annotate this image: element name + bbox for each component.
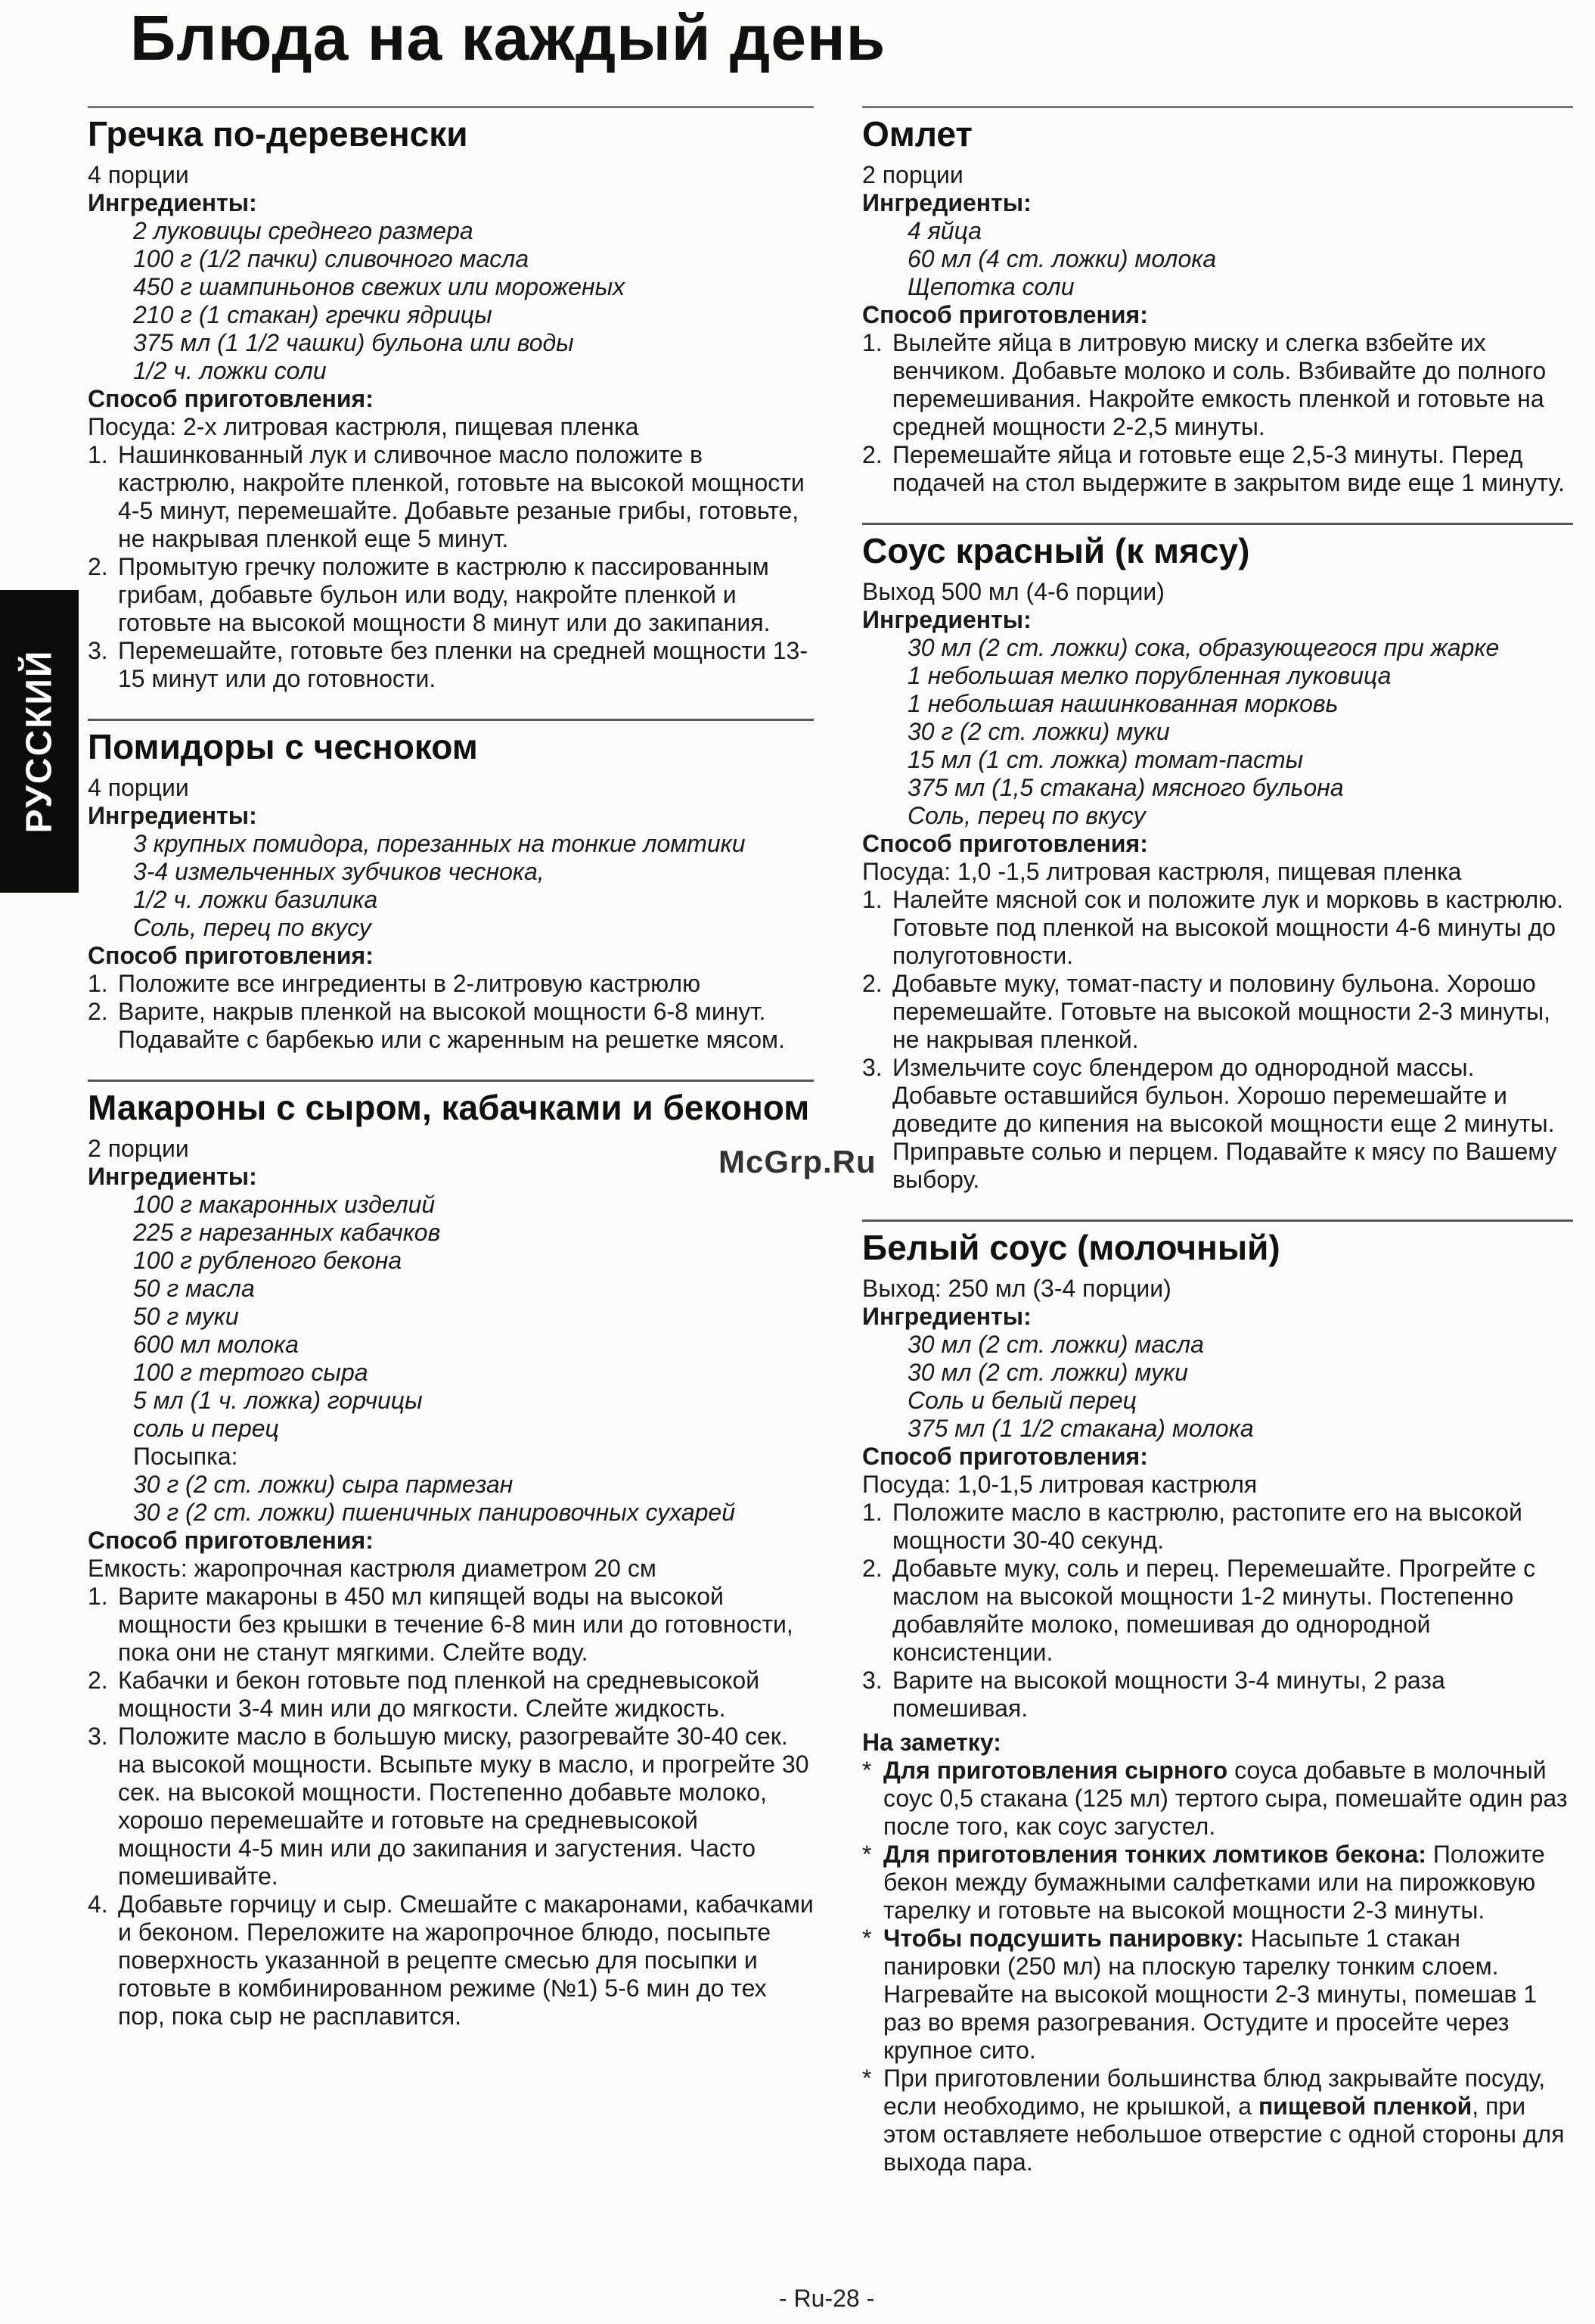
recipe-title: Омлет [862,106,1573,157]
asterisk-icon: * [862,1841,872,1868]
ingredient-item: соль и перец [133,1415,279,1442]
step-text: Нашинкованный лук и сливочное масло положите в кастрюлю, накройте пленкой, готовьте на высокой мощности 4-5 минут, перемешайте. Добавьте резаные грибы, готовьте, не накрывая пленкой еще 5 минут. [118,441,805,552]
dishware: Посуда: 1,0 -1,5 литровая кастрюля, пищевая пленка [862,858,1462,885]
method-step [862,329,1573,441]
note-bold: Для приготовления тонких ломтиков бекона: [883,1841,1426,1868]
step-text: Положите масло в кастрюлю, растопите его на высокой мощности 30-40 секунд. [892,1499,1522,1554]
step-text: Варите на высокой мощности 3-4 минуты, 2 раза помешивая. [892,1667,1445,1722]
step-number: 2. [862,1555,883,1582]
step-number: 3. [862,1054,883,1081]
ingredient-item: 30 мл (2 ст. ложки) сока, образующегося при жарке [908,634,1500,661]
method-step [88,441,814,553]
method-step [862,1054,1573,1194]
ingredients-label: Ингредиенты: [88,1163,257,1190]
step-number: 3. [88,1723,108,1750]
asterisk-icon: * [862,2065,872,2092]
recipe-title: Гречка по-деревенски [88,106,814,157]
ingredient-item: Соль и белый перец [908,1387,1137,1414]
ingredient-item: Щепотка соли [908,273,1075,300]
ingredients-label: Ингредиенты: [862,189,1032,216]
ingredient-item: 1 небольшая мелко порубленная луковица [908,662,1392,689]
note-text: При приготовлении большинства блюд закрывайте посуду, если необходимо, не крышкой, а [883,2065,1546,2120]
method-step [862,970,1573,1054]
ingredient-item: 450 г шампиньонов свежих или мороженых [133,273,625,300]
method-step [862,1499,1573,1555]
method-step [88,1583,814,1667]
method-step [88,1667,814,1723]
step-number: 1. [862,1499,883,1526]
method-step [88,553,814,637]
recipe-grechka [88,106,814,693]
ingredient-item: 1 небольшая нашинкованная морковь [908,690,1339,717]
step-number: 4. [88,1891,108,1918]
ingredient-item: 375 мл (1 1/2 стакана) молока [908,1415,1254,1442]
page-title: Блюда на каждый день [130,2,886,73]
step-text: Положите масло в большую миску, разогревайте 30-40 сек. на высокой мощности. Всыпьте муку в масло, и прогрейте 30 сек. на высокой мощности. Постепенно добавьте молоко, хорошо перемешайте и готовьте на средневысокой мощности 4-5 мин или до закипания и загустения. Часто помешивайте. [118,1723,809,1890]
dishware: Посуда: 2-х литровая кастрюля, пищевая пленка [88,413,639,440]
step-text: Добавьте муку, соль и перец. Перемешайте. Прогрейте с маслом на высокой мощности 1-2 минуты. Постепенно добавляйте молоко, помешивая до однородной консистенции. [892,1555,1536,1666]
ingredients-label: Ингредиенты: [862,606,1032,633]
ingredient-item: 30 г (2 ст. ложки) муки [908,718,1170,745]
note-text: Насыпьте 1 стакан панировки (250 мл) на плоскую тарелку тонким слоем. Нагревайте на высокой мощности 2-3 минуты, помешав 1 раз во время разогревания. Остудите и просейте через крупное сито. [883,1925,1538,2064]
step-number: 2. [88,998,108,1025]
page-number: - Ru-28 - [779,2285,875,2312]
servings: 2 порции [88,1135,189,1162]
ingredient-item: 1/2 ч. ложки базилика [133,886,378,913]
ingredient-item: Соль, перец по вкусу [133,914,371,941]
step-text: Промытую гречку положите в кастрюлю к пассированным грибам, добавьте бульон или воду, накройте пленкой и готовьте на высокой мощности 8 минут или до закипания. [118,553,771,636]
step-number: 1. [88,1583,108,1610]
note-text: , при этом оставляете небольшое отверстие с одной стороны для выхода пара. [883,2093,1565,2176]
ingredient-item: 15 мл (1 ст. ложка) томат-пасты [908,746,1304,773]
ingredients-label: Ингредиенты: [88,189,257,216]
method-step [88,970,814,998]
ingredient-item: 60 мл (4 ст. ложки) молока [908,245,1217,272]
ingredient-item: 100 г макаронных изделий [133,1191,436,1218]
step-text: Добавьте муку, томат-пасту и половину бульона. Хорошо перемешайте. Готовьте на высокой мощности 2-3 минуты, не накрывая пленкой. [892,970,1550,1053]
step-number: 1. [88,970,108,997]
ingredient-item: 30 мл (2 ст. ложки) муки [908,1359,1188,1386]
ingredient-item: 375 мл (1,5 стакана) мясного бульона [908,774,1344,801]
ingredients-label: Ингредиенты: [88,802,257,829]
method-label: Способ приготовления: [88,385,374,412]
step-text: Варите макароны в 450 мл кипящей воды на высокой мощности без крышки в течение 6-8 мин или до готовности, пока они не станут мягкими. Слейте воду. [118,1583,793,1666]
step-text: Варите, накрыв пленкой на высокой мощности 6-8 минут. Подавайте с барбекью или с жаренным на решетке мясом. [118,998,785,1053]
asterisk-icon: * [862,1757,872,1784]
ingredient-item: 3-4 измельченных зубчиков чеснока, [133,858,545,885]
asterisk-icon: * [862,1925,872,1952]
step-text: Вылейте яйца в литровую миску и слегка взбейте их венчиком. Добавьте молоко и соль. Взбивайте до полного перемешивания. Накройте емкость пленкой и готовьте на средней мощности 2-2,5 минуты. [892,329,1547,440]
step-number: 2. [88,553,108,580]
ingredient-item: 1/2 ч. ложки соли [133,357,327,384]
step-number: 3. [88,637,108,664]
method-label: Способ приготовления: [88,942,374,969]
ingredients-label: Ингредиенты: [862,1303,1032,1330]
note-text: Положите бекон между бумажными салфетками или на пирожковую тарелку и готовьте на высокой мощности 2-3 минуты. [883,1841,1545,1924]
method-step [88,998,814,1054]
method-step [88,637,814,693]
recipe-sous-bely [862,1219,1573,2176]
watermark-text: McGrp.Ru [718,1144,877,1179]
ingredient-item: 225 г нарезанных кабачков [133,1219,441,1246]
method-step [862,441,1573,497]
method-step [88,1891,814,2030]
recipe-makarony [88,1080,814,2030]
method-label: Способ приготовления: [862,830,1148,857]
ingredient-item: Соль, перец по вкусу [908,802,1146,829]
note-bold: Чтобы подсушить панировку: [883,1925,1244,1952]
dishware: Емкость: жаропрочная кастрюля диаметром 20 см [88,1555,656,1582]
topping-label: Посыпка: [133,1443,238,1470]
method-label: Способ приготовления: [862,301,1148,328]
notes-label: На заметку: [862,1729,1001,1756]
step-number: 1. [862,329,883,356]
ingredient-item: 600 мл молока [133,1331,299,1358]
step-number: 2. [862,970,883,997]
step-number: 1. [862,886,883,913]
recipe-title: Макароны с сыром, кабачками и беконом [88,1080,814,1130]
ingredient-item: 4 яйца [908,217,982,244]
step-number: 1. [88,441,108,468]
ingredient-item: 50 г масла [133,1275,255,1302]
method-step [88,1723,814,1891]
step-text: Положите все ингредиенты в 2-литровую кастрюлю [118,970,701,997]
recipe-omlet [862,106,1573,497]
note-item [862,2065,1573,2176]
note-item [862,1757,1573,1841]
left-column [88,106,814,2056]
method-step [862,886,1573,970]
method-label: Способ приготовления: [88,1527,374,1554]
right-column [862,106,1573,2202]
step-text: Перемешайте, готовьте без пленки на средней мощности 13-15 минут или до готовности. [118,637,808,692]
method-step [862,1555,1573,1667]
ingredient-item: 100 г рубленого бекона [133,1247,402,1274]
dishware: Посуда: 1,0-1,5 литровая кастрюля [862,1471,1258,1498]
step-number: 2. [88,1667,108,1694]
servings: Выход: 250 мл (3-4 порции) [862,1275,1171,1302]
ingredient-item: 50 г муки [133,1303,239,1330]
note-text: соуса добавьте в молочный соус 0,5 стакана (125 мл) тертого сыра, помешайте один раз после того, как соус загустел. [883,1757,1568,1840]
ingredient-item: 30 мл (2 ст. ложки) масла [908,1331,1204,1358]
recipe-title: Помидоры с чесноком [88,719,814,769]
step-number: 2. [862,441,883,468]
method-label: Способ приготовления: [862,1443,1148,1470]
topping-item: 30 г (2 ст. ложки) сыра пармезан [133,1471,514,1498]
recipe-title: Белый соус (молочный) [862,1219,1573,1270]
note-bold: Для приготовления сырного [883,1757,1228,1784]
recipe-sous-krasny [862,523,1573,1194]
servings: 4 порции [88,774,189,801]
ingredient-item: 100 г (1/2 пачки) сливочного масла [133,245,529,272]
step-number: 3. [862,1667,883,1694]
topping-item: 30 г (2 ст. ложки) пшеничных панировочных сухарей [133,1499,736,1526]
note-item [862,1841,1573,1925]
note-bold: пищевой пленкой [1258,2093,1472,2120]
step-text: Добавьте горчицу и сыр. Смешайте с макаронами, кабачками и беконом. Переложите на жаропрочное блюдо, посыпьте поверхность указанной в рецепте смесью для посыпки и готовьте в комбинированном режиме (№1) 5-6 мин до тех пор, пока сыр не расплавится. [118,1891,814,2030]
servings: 2 порции [862,161,964,188]
method-step [862,1667,1573,1723]
servings: 4 порции [88,161,189,188]
ingredient-item: 210 г (1 стакан) гречки ядрицы [133,301,492,328]
ingredient-item: 100 г тертого сыра [133,1359,368,1386]
ingredient-item: 3 крупных помидора, порезанных на тонкие ломтики [133,830,746,857]
step-text: Измельчите соус блендером до однородной массы. Добавьте оставшийся бульон. Хорошо перемешайте и доведите до кипения на высокой мощности еще 2 минуты. Приправьте солью и перцем. Подавайте к мясу по Вашему выбору. [892,1054,1557,1193]
ingredient-item: 2 луковицы среднего размера [133,217,473,244]
note-item [862,1925,1573,2065]
step-text: Перемешайте яйца и готовьте еще 2,5-3 минуты. Перед подачей на стол выдержите в закрытом виде еще 1 минуту. [892,441,1566,496]
step-text: Кабачки и бекон готовьте под пленкой на средневысокой мощности 3-4 мин или до мягкости. Слейте жидкость. [118,1667,760,1722]
servings: Выход 500 мл (4-6 порции) [862,578,1165,605]
step-text: Налейте мясной сок и положите лук и морковь в кастрюлю. Готовьте под пленкой на высокой мощности 4-6 минуты до полуготовности. [892,886,1564,969]
ingredient-item: 375 мл (1 1/2 чашки) бульона или воды [133,329,574,356]
recipe-title: Соус красный (к мясу) [862,523,1573,573]
language-side-tab [0,590,79,893]
ingredient-item: 5 мл (1 ч. ложка) горчицы [133,1387,423,1414]
language-tab-label: РУССКИЙ [19,649,60,834]
recipe-pomidory [88,719,814,1054]
